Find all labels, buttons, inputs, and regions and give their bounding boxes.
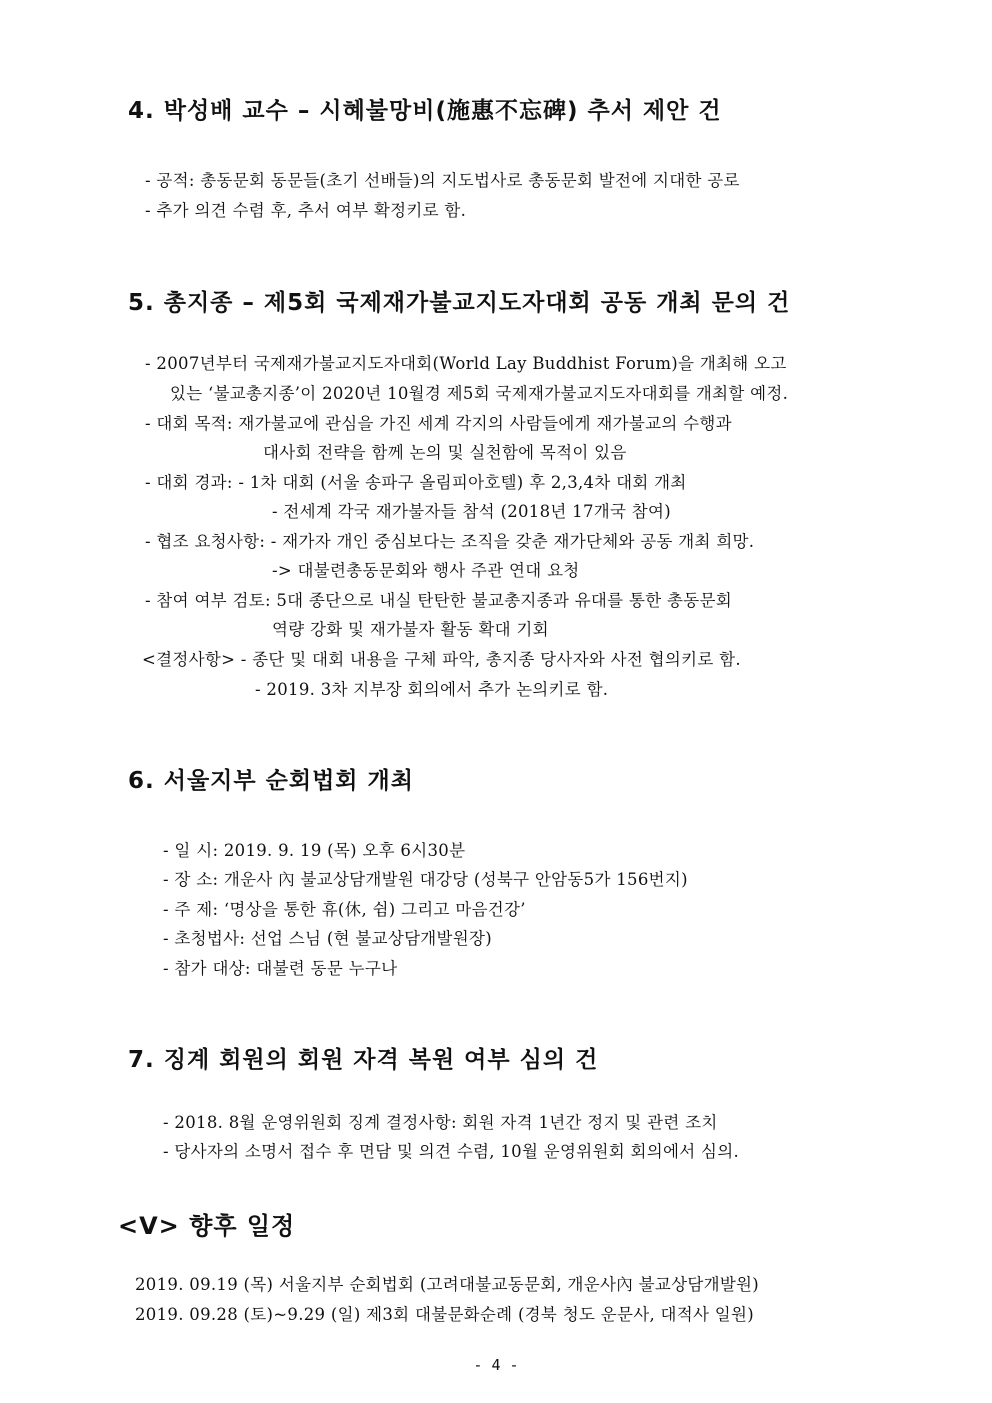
s5-decision-line-2: - 2019. 3차 지부장 회의에서 추가 논의키로 함. [255, 680, 609, 699]
schedule-line-2: 2019. 09.28 (토)~9.29 (일) 제3회 대불문화순례 (경북 청도 운문사, 대적사 일원) [135, 1305, 755, 1324]
s5-line-3: - 대회 목적: 재가불교에 관심을 가진 세계 각지의 사람들에게 재가불교의 수행과 [145, 414, 732, 433]
s5-line-5: - 대회 경과: - 1차 대회 (서울 송파구 올림피아호텔) 후 2,3,4차 대회 개최 [145, 473, 687, 492]
section-6-title: 6. 서울지부 순회법회 개최 [128, 768, 414, 794]
s5-line-1: - 2007년부터 국제재가불교지도자대회(World Lay Buddhist Forum)을 개최해 오고 [145, 354, 787, 373]
s6-line-1: - 일 시: 2019. 9. 19 (목) 오후 6시30분 [163, 841, 466, 860]
s6-line-3: - 주 제: ‘명상을 통한 휴(休, 쉼) 그리고 마음건강’ [163, 900, 526, 919]
section-7-title: 7. 징계 회원의 회원 자격 복원 여부 심의 건 [128, 1047, 599, 1073]
section-5-title: 5. 총지종 – 제5회 국제재가불교지도자대회 공동 개최 문의 건 [128, 290, 791, 316]
s5-line-10: 역량 강화 및 재가불자 활동 확대 기회 [272, 620, 549, 639]
s5-line-9: - 참여 여부 검토: 5대 종단으로 내실 탄탄한 불교총지종과 유대를 통한 총동문회 [145, 591, 732, 610]
s6-line-5: - 참가 대상: 대불련 동문 누구나 [163, 959, 398, 978]
s4-line-2: - 추가 의견 수렴 후, 추서 여부 확정키로 함. [145, 201, 467, 220]
s5-line-2: 있는 ‘불교총지종’이 2020년 10월경 제5회 국제재가불교지도자대회를 개최할 예정. [170, 384, 789, 403]
s7-line-2: - 당사자의 소명서 접수 후 면담 및 의견 수렴, 10월 운영위원회 회의에서 심의. [163, 1142, 740, 1161]
schedule-line-1: 2019. 09.19 (목) 서울지부 순회법회 (고려대불교동문회, 개운사內 불교상담개발원) [135, 1275, 760, 1294]
s5-line-7: - 협조 요청사항: - 재가자 개인 중심보다는 조직을 갖춘 재가단체와 공동 개최 희망. [145, 532, 755, 551]
s5-decision-line-1: <결정사항> - 종단 및 대회 내용을 구체 파악, 총지종 당사자와 사전 협의키로 함. [142, 650, 741, 669]
s5-line-8: -> 대불련총동문회와 행사 주관 연대 요청 [272, 561, 580, 580]
s6-line-4: - 초청법사: 선업 스님 (현 불교상담개발원장) [163, 929, 492, 948]
page-number: - 4 - [473, 1356, 519, 1374]
s4-line-1: - 공적: 총동문회 동문들(초기 선배들)의 지도법사로 총동문회 발전에 지대한 공로 [145, 171, 740, 190]
s6-line-2: - 장 소: 개운사 內 불교상담개발원 대강당 (성북구 안암동5가 156번지) [163, 870, 688, 889]
s5-line-4: 대사회 전략을 함께 논의 및 실천함에 목적이 있음 [263, 443, 627, 462]
section-v-title: <V> 향후 일정 [118, 1212, 296, 1240]
s7-line-1: - 2018. 8월 운영위원회 징계 결정사항: 회원 자격 1년간 정지 및 관련 조치 [163, 1113, 718, 1132]
s5-line-6: - 전세계 각국 재가불자들 참석 (2018년 17개국 참여) [272, 502, 672, 521]
section-4-title: 4. 박성배 교수 – 시혜불망비(施惠不忘碑) 추서 제안 건 [128, 98, 722, 124]
